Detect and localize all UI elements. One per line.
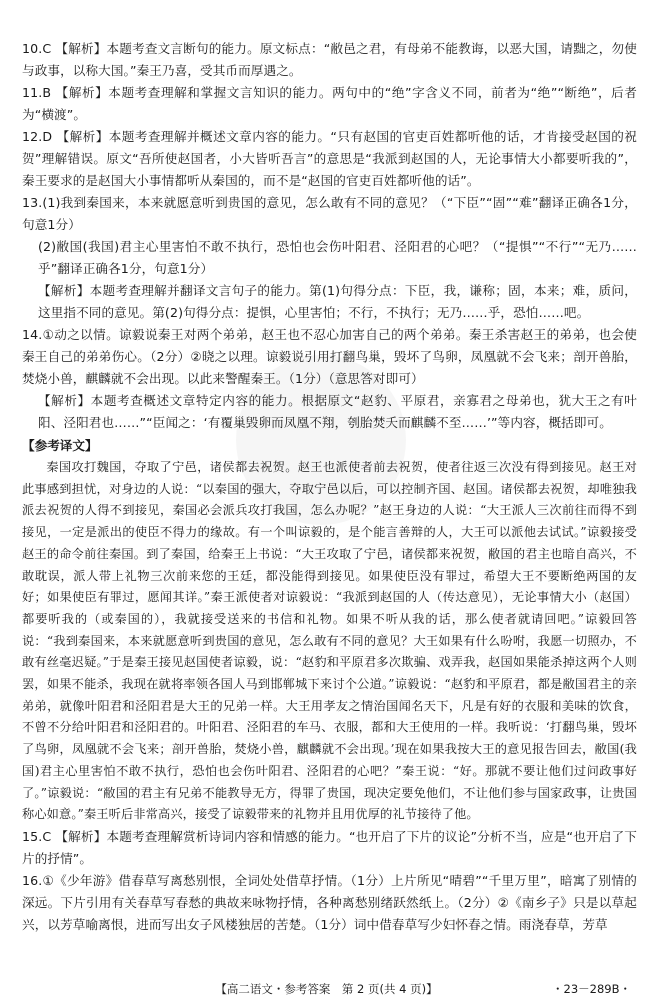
answer-number: 11. <box>22 85 43 100</box>
page-footer <box>0 979 653 999</box>
answer-list-upper <box>22 38 637 434</box>
answer-text: 【解析】本题考查理解并翻译文言句子的能力。第(1)句得分点：下臣，我，谦称；固，本来；难，质问，这里指不同的意见。第(2)句得分点：提惧，心里害怕；不行，不执行；无乃……乎，恐怕……吧。 <box>38 283 637 320</box>
answer-number: 12. <box>22 129 43 144</box>
footer-page-info: 【高二语文・参考答案 第 2 页(共 4 页)】 <box>215 982 438 996</box>
answer-list-lower <box>22 826 637 936</box>
answer-number: 10. <box>22 41 43 56</box>
answer-text: (1)我到秦国来，本来就愿意听到贵国的意见，怎么敢有不同的意见？（“下臣”“固”“难”翻译正确各1分，句意1分） <box>22 195 637 232</box>
answer-number: 16. <box>22 872 43 888</box>
answer-text: C 【解析】本题考查文言断句的能力。原文标点：“敝邑之君，有母弟不能教诲，以恶大国，请黜之，勿使与政事，以称大国。”秦王乃喜，受其币而厚遇之。 <box>22 41 637 78</box>
answer-text: C 【解析】本题考查理解赏析诗词内容和情感的能力。“也开启了下片的议论”分析不当，应是“也开启了下片的抒情”。 <box>22 828 637 866</box>
answer-item <box>22 390 637 434</box>
answer-text: ①动之以情。谅毅说秦王对两个弟弟，赵王也不忍心加害自己的两个弟弟。秦王杀害赵王的弟弟，也会使秦王自己的弟弟伤心。（2分）②晓之以理。谅毅说引用打翻鸟巢，毁坏了鸟卵，凤凰就不会飞来；剖开兽胎，焚烧小兽，麒麟就不会出现。以此来警醒秦王。（1分）（意思答对即可） <box>22 327 637 386</box>
answer-number: 14. <box>22 327 43 342</box>
answer-item <box>22 192 637 236</box>
answer-item <box>22 38 637 82</box>
answer-item <box>22 826 637 870</box>
answer-number: 15. <box>22 828 43 844</box>
answer-text: D 【解析】本题考查理解并概述文章内容的能力。“只有赵国的官吏百姓都听他的话，才肯接受赵国的祝贺”理解错误。原文“吾所使赵国者，小大皆听吾言”的意思是“我派到赵国的人，无论事情大小都要听我的”，秦王要求的是赵国大小事情都听从秦国的，而不是“赵国的官吏百姓都听他的话”。 <box>22 129 637 188</box>
answer-page <box>22 38 637 936</box>
answer-text: 【解析】本题考查概述文章特定内容的能力。根据原文“赵豹、平原君，亲寡君之母弟也，犹大王之有叶阳、泾阳君也……”“臣闻之：‘有覆巢毁卵而凤凰不翔，刳胎焚夭而麒麟不至……’”等内容，概括即可。 <box>38 393 637 430</box>
answer-text: B 【解析】本题考查理解和掌握文言知识的能力。两句中的“绝”字含义不同，前者为“绝”“断绝”，后者为“横渡”。 <box>22 85 637 122</box>
reference-heading: 【参考译文】 <box>22 438 98 453</box>
answer-item <box>22 82 637 126</box>
answer-item <box>22 280 637 324</box>
answer-text: (2)敝国(我国)君主心里害怕不敢不执行，恐怕也会伤叶阳君、泾阳君的心吧？（“提惧”“不行”“无乃……乎”翻译正确各1分，句意1分） <box>38 239 637 276</box>
footer-code: ・23－289B・ <box>552 982 631 996</box>
answer-item <box>22 236 637 280</box>
answer-number: 13. <box>22 195 43 210</box>
reference-translation: 秦国攻打魏国，夺取了宁邑，诸侯都去祝贺。赵王也派使者前去祝贺，使者往返三次没有得到接见。赵王对此事感到担忧，对身边的人说：“以秦国的强大，夺取宁邑以后，可以控制齐国、赵国。诸侯都去祝贺，却唯独我派去祝贺的人得不到接见，秦国必会派兵攻打我国，怎么办呢？”赵王身边的人说：“大王派人三次前往而得不到接见，一定是派出的使臣不得力的缘故。有一个叫谅毅的，是个能言善辩的人，大王可以派他去试试。”谅毅接受赵王的命令前往秦国。到了秦国，给秦王上书说：“大王攻取了宁邑，诸侯都来祝贺，敝国的君主也暗自高兴，不敢耽误，派人带上礼物三次前来您的王廷，都没能得到接见。如果使臣没有罪过，希望大王不要断绝两国的友好；如果使臣有罪过，愿闻其详。”秦王派使者对谅毅说：“我派到赵国的人（传达意见），无论事情大小（赵国）都要听我的（或秦国的），我就接受送来的书信和礼物。如果不听从我的话，那么使者就请回吧。”谅毅回答说：“我到秦国来，本来就愿意听到贵国的意见，怎么敢有不同的意见？大王如果有什么吩咐，我愿一切照办，不敢有丝毫迟疑。”于是秦王接见赵国使者谅毅，说：“赵豹和平原君多次欺骗、戏弄我，赵国如果能杀掉这两个人则罢，如果不能杀，我现在就将率领各国人马到邯郸城下来讨个公道。”谅毅说：“赵豹和平原君，都是敝国君主的亲弟弟，就像叶阳君和泾阳君是大王的兄弟一样。大王用孝友之情治国闻名天下，凡是有好的衣服和美味的饮食，不曾不分给叶阳君和泾阳君的。叶阳君、泾阳君的车马、衣服，都和大王使用的一样。我听说：‘打翻鸟巢，毁坏了鸟卵，凤凰就不会飞来；剖开兽胎，焚烧小兽，麒麟就不会出现。’现在如果我按大王的意见报告回去，敝国(我国)君主心里害怕不敢不执行，恐怕也会伤叶阳君、泾阳君的心吧？”秦王说：“好。那就不要让他们过问政事好了。”谅毅说：“敝国的君主有兄弟不能教导无方，得罪了贵国，现决定要免他们，不让他们参与国家政事，让贵国称心如意。”秦王听后非常高兴，接受了谅毅带来的礼物并且用优厚的礼节接待了他。 <box>22 460 637 822</box>
answer-item <box>22 870 637 936</box>
answer-item <box>22 324 637 390</box>
answer-text: ①《少年游》借春草写离愁别恨，全词处处借草抒情。（1分）上片所见“晴碧”“千里万里”，暗寓了别情的深远。下片引用有关春草写春愁的典故来咏物抒情，各种离愁别绪跃然纸上。（2分）②《南乡子》只是以草起兴，以芳草喻离恨，进而写出女子风楼独居的苦楚。（1分）词中借春草写少妇怀春之情。雨浇春草，芳草 <box>22 872 637 932</box>
answer-item <box>22 126 637 192</box>
